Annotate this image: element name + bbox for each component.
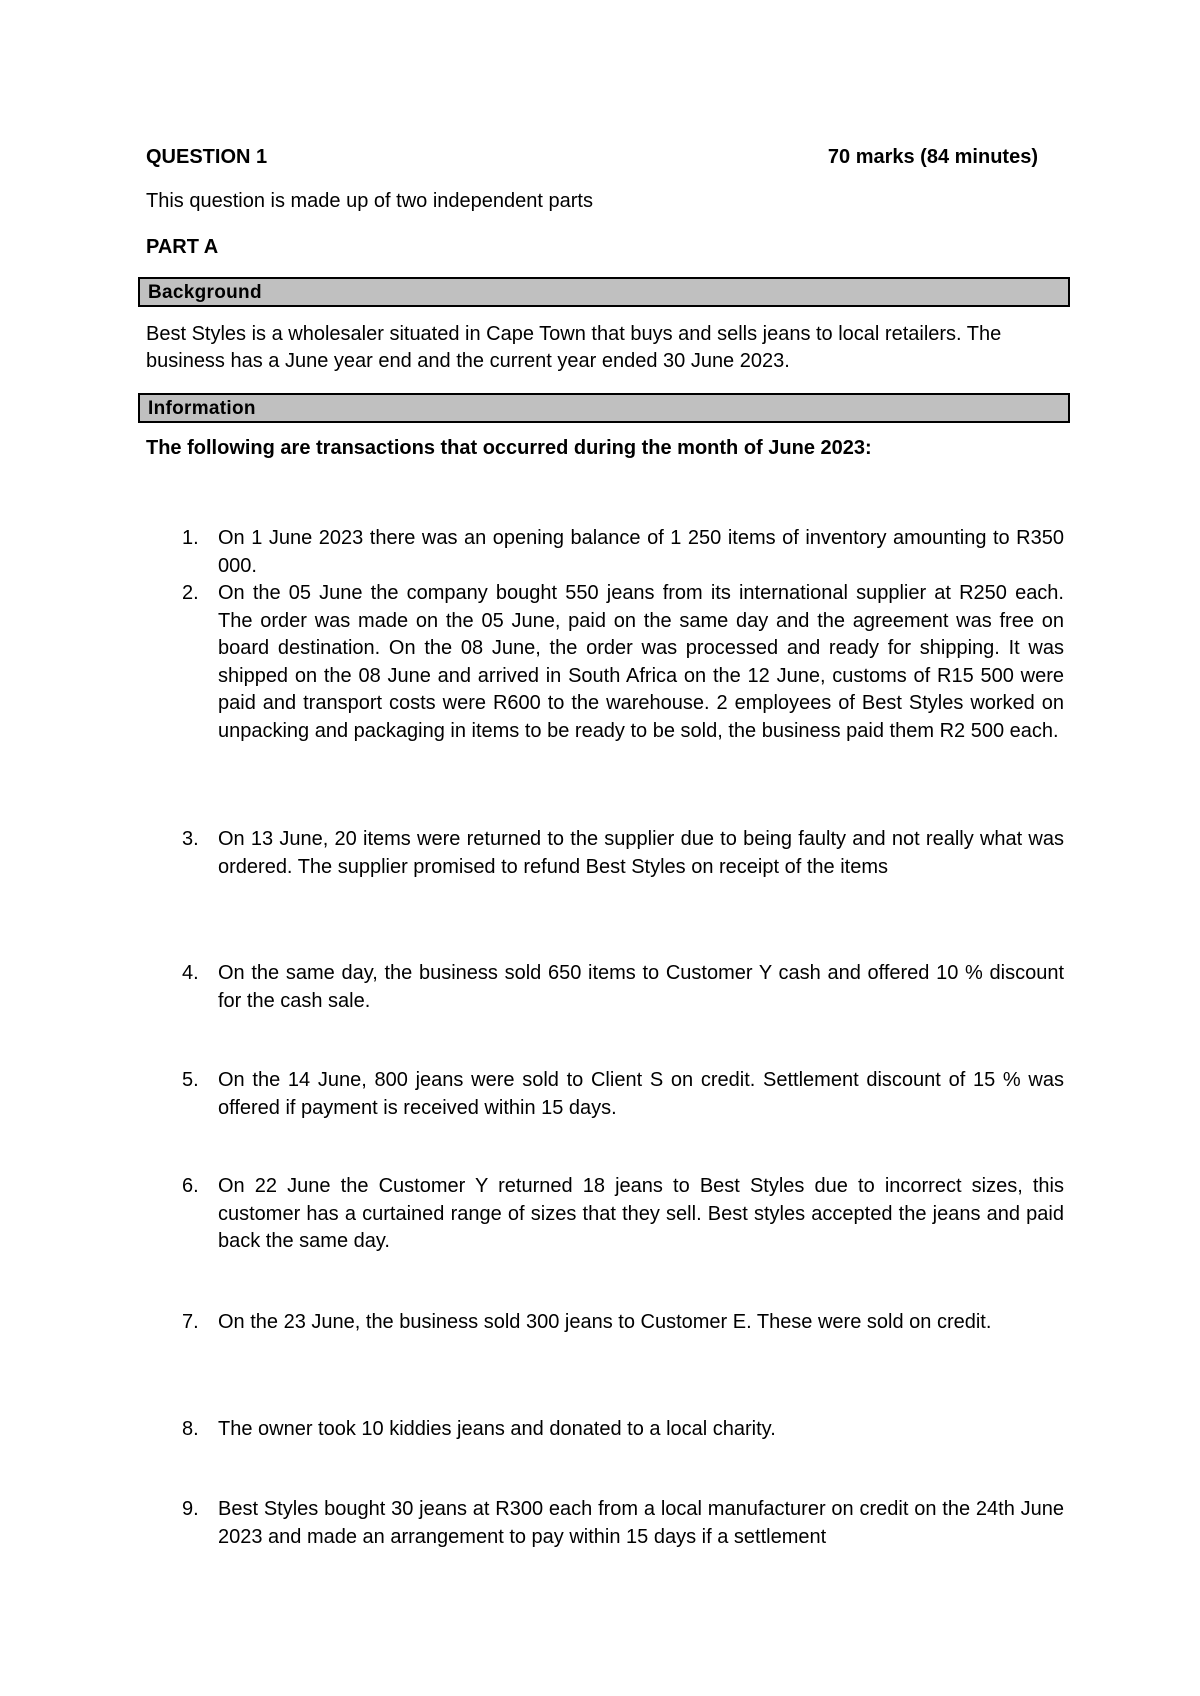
question-header [146, 146, 1064, 176]
list-item-number: 9. [182, 1498, 199, 1520]
question-marks: 70 marks (84 minutes) [827, 146, 1038, 168]
list-item-text: On the 05 June the company bought 550 jeans from its international supplier at R250 each. The order was made on the 05 June, paid on the same day and the agreement was free on board destination. On the 08 June, the order was processed and ready for shipping. It was shipped on the 08 June and arrived in South Africa on the 12 June, customs of R15 500 were paid and transport costs were R600 to the warehouse. 2 employees of Best Styles worked on unpacking and packaging in items to be ready to be sold, the business paid them R2 500 each. [218, 582, 1064, 742]
list-item-number: 7. [182, 1311, 199, 1333]
list-item [182, 525, 1064, 580]
background-heading-bar [138, 277, 1070, 307]
list-item [182, 826, 1064, 881]
list-item [182, 1309, 1064, 1337]
list-item [182, 1416, 1064, 1444]
list-item-text: The owner took 10 kiddies jeans and donated to a local charity. [218, 1418, 776, 1440]
question-intro: This question is made up of two independent parts [146, 190, 593, 212]
list-item-number: 6. [182, 1175, 199, 1197]
list-item [182, 1173, 1064, 1256]
information-heading-bar [138, 393, 1070, 423]
part-heading: PART A [146, 236, 219, 258]
information-heading: Information [148, 398, 256, 419]
list-item [182, 1067, 1064, 1122]
list-item-text: On 1 June 2023 there was an opening balance of 1 250 items of inventory amounting to R350 000. [218, 527, 1064, 577]
list-item-number: 8. [182, 1418, 199, 1440]
list-item-text: On the 14 June, 800 jeans were sold to Client S on credit. Settlement discount of 15 % was offered if payment is received within 15 days. [218, 1069, 1064, 1119]
list-item-number: 1. [182, 527, 199, 549]
list-item-number: 3. [182, 828, 199, 850]
list-item [182, 960, 1064, 1015]
information-lead: The following are transactions that occurred during the month of June 2023: [146, 437, 872, 459]
list-item-number: 2. [182, 582, 199, 604]
list-item [182, 1496, 1064, 1551]
list-item-text: Best Styles bought 30 jeans at R300 each from a local manufacturer on credit on the 24th June 2023 and made an arrangement to pay within 15 days if a settlement [218, 1498, 1064, 1548]
question-title: QUESTION 1 [146, 146, 268, 168]
list-item-text: On 22 June the Customer Y returned 18 jeans to Best Styles due to incorrect sizes, this customer has a curtained range of sizes that they sell. Best styles accepted the jeans and paid back the same day. [218, 1175, 1064, 1252]
background-heading: Background [148, 282, 262, 303]
list-item-text: On the same day, the business sold 650 items to Customer Y cash and offered 10 % discount for the cash sale. [218, 962, 1064, 1012]
list-item [182, 580, 1064, 745]
background-text: Best Styles is a wholesaler situated in Cape Town that buys and sells jeans to local retailers. The business has a June year end and the current year ended 30 June 2023. [146, 323, 1002, 372]
list-item-text: On the 23 June, the business sold 300 jeans to Customer E. These were sold on credit. [218, 1311, 992, 1333]
list-item-number: 4. [182, 962, 199, 984]
list-item-text: On 13 June, 20 items were returned to the supplier due to being faulty and not really what was ordered. The supplier promised to refund Best Styles on receipt of the items [218, 828, 1064, 878]
list-item-number: 5. [182, 1069, 199, 1091]
